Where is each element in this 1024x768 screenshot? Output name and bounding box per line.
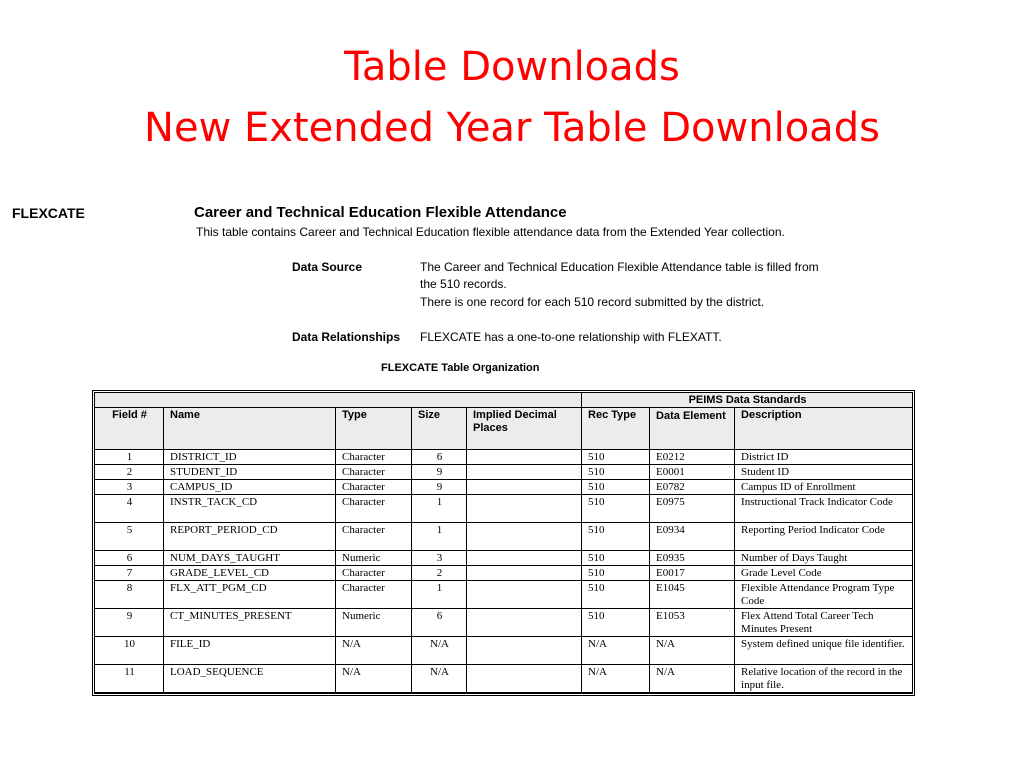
cell-size: 1: [412, 523, 467, 551]
cell-size: N/A: [412, 665, 467, 693]
header-field: Field #: [95, 408, 164, 450]
cell-size: 6: [412, 609, 467, 637]
slide-title: Table Downloads: [344, 44, 680, 90]
slide-subtitle: New Extended Year Table Downloads: [144, 105, 880, 151]
cell-name: FLX_ATT_PGM_CD: [164, 581, 336, 609]
cell-size: 1: [412, 495, 467, 523]
cell-field: 4: [95, 495, 164, 523]
data-relationships-text: FLEXCATE has a one-to-one relationship with FLEXATT.: [420, 330, 722, 344]
cell-rec-type: N/A: [582, 637, 650, 665]
cell-size: 9: [412, 480, 467, 495]
cell-field: 11: [95, 665, 164, 693]
cell-type: Numeric: [336, 551, 412, 566]
cell-description: Number of Days Taught: [735, 551, 912, 566]
column-header-row: [95, 408, 912, 450]
cell-type: Character: [336, 566, 412, 581]
cell-description: Grade Level Code: [735, 566, 912, 581]
header-type: Type: [336, 408, 412, 450]
cell-implied-decimal: [467, 665, 582, 693]
section-heading: Career and Technical Education Flexible Attendance: [194, 204, 567, 221]
cell-size: 3: [412, 551, 467, 566]
table-row: [95, 581, 912, 609]
cell-name: STUDENT_ID: [164, 465, 336, 480]
cell-field: 1: [95, 450, 164, 465]
cell-size: 9: [412, 465, 467, 480]
cell-size: N/A: [412, 637, 467, 665]
cell-type: Character: [336, 465, 412, 480]
cell-data-element: N/A: [650, 637, 735, 665]
cell-rec-type: 510: [582, 551, 650, 566]
header-description: Description: [735, 408, 912, 450]
cell-rec-type: 510: [582, 465, 650, 480]
group-header-blank: [95, 393, 582, 408]
cell-type: Character: [336, 523, 412, 551]
cell-data-element: E0935: [650, 551, 735, 566]
cell-data-element: E0782: [650, 480, 735, 495]
cell-field: 3: [95, 480, 164, 495]
cell-type: Character: [336, 480, 412, 495]
cell-data-element: N/A: [650, 665, 735, 693]
cell-name: CT_MINUTES_PRESENT: [164, 609, 336, 637]
cell-type: N/A: [336, 665, 412, 693]
cell-rec-type: 510: [582, 495, 650, 523]
table-organization-title: FLEXCATE Table Organization: [381, 362, 540, 374]
cell-data-element: E0212: [650, 450, 735, 465]
cell-field: 7: [95, 566, 164, 581]
table-row: [95, 551, 912, 566]
data-source-line-3: There is one record for each 510 record submitted by the district.: [420, 295, 765, 309]
cell-data-element: E0975: [650, 495, 735, 523]
header-implied-decimal: Implied Decimal Places: [467, 408, 582, 450]
cell-name: DISTRICT_ID: [164, 450, 336, 465]
field-table: [92, 390, 915, 696]
table-row: [95, 665, 912, 693]
section-description: This table contains Career and Technical Education flexible attendance data from the Extended Year collection.: [196, 225, 785, 239]
data-source-line-2: the 510 records.: [420, 277, 507, 291]
cell-implied-decimal: [467, 581, 582, 609]
cell-implied-decimal: [467, 551, 582, 566]
cell-size: 2: [412, 566, 467, 581]
cell-description: System defined unique file identifier.: [735, 637, 912, 665]
table-row: [95, 523, 912, 551]
cell-field: 6: [95, 551, 164, 566]
group-header-row: [95, 393, 912, 408]
cell-description: Flexible Attendance Program Type Code: [735, 581, 912, 609]
table-code: FLEXCATE: [12, 205, 85, 221]
cell-name: LOAD_SEQUENCE: [164, 665, 336, 693]
cell-description: Relative location of the record in the input file.: [735, 665, 912, 693]
cell-field: 9: [95, 609, 164, 637]
cell-field: 5: [95, 523, 164, 551]
cell-rec-type: 510: [582, 566, 650, 581]
cell-type: N/A: [336, 637, 412, 665]
table-row: [95, 609, 912, 637]
cell-description: Student ID: [735, 465, 912, 480]
cell-implied-decimal: [467, 566, 582, 581]
cell-rec-type: N/A: [582, 665, 650, 693]
data-relationships-label: Data Relationships: [292, 330, 401, 344]
cell-data-element: E0934: [650, 523, 735, 551]
cell-rec-type: 510: [582, 480, 650, 495]
cell-size: 6: [412, 450, 467, 465]
cell-type: Numeric: [336, 609, 412, 637]
cell-implied-decimal: [467, 465, 582, 480]
header-size: Size: [412, 408, 467, 450]
cell-data-element: E1045: [650, 581, 735, 609]
cell-rec-type: 510: [582, 609, 650, 637]
table-row: [95, 480, 912, 495]
cell-implied-decimal: [467, 450, 582, 465]
cell-name: INSTR_TACK_CD: [164, 495, 336, 523]
table-organization: [92, 390, 915, 696]
cell-size: 1: [412, 581, 467, 609]
cell-rec-type: 510: [582, 523, 650, 551]
cell-field: 8: [95, 581, 164, 609]
table-row: [95, 637, 912, 665]
cell-data-element: E0017: [650, 566, 735, 581]
table-row: [95, 465, 912, 480]
data-source-label: Data Source: [292, 260, 363, 274]
cell-type: Character: [336, 581, 412, 609]
cell-description: Flex Attend Total Career Tech Minutes Present: [735, 609, 912, 637]
cell-data-element: E0001: [650, 465, 735, 480]
cell-type: Character: [336, 450, 412, 465]
cell-implied-decimal: [467, 495, 582, 523]
cell-description: Campus ID of Enrollment: [735, 480, 912, 495]
cell-name: REPORT_PERIOD_CD: [164, 523, 336, 551]
cell-type: Character: [336, 495, 412, 523]
header-data-element: Data Element: [650, 408, 735, 450]
cell-field: 10: [95, 637, 164, 665]
header-name: Name: [164, 408, 336, 450]
cell-implied-decimal: [467, 609, 582, 637]
cell-name: FILE_ID: [164, 637, 336, 665]
header-rec-type: Rec Type: [582, 408, 650, 450]
data-source-line-1: The Career and Technical Education Flexible Attendance table is filled from: [420, 260, 819, 274]
cell-description: Reporting Period Indicator Code: [735, 523, 912, 551]
cell-implied-decimal: [467, 637, 582, 665]
cell-implied-decimal: [467, 523, 582, 551]
cell-rec-type: 510: [582, 450, 650, 465]
cell-description: District ID: [735, 450, 912, 465]
cell-description: Instructional Track Indicator Code: [735, 495, 912, 523]
cell-data-element: E1053: [650, 609, 735, 637]
cell-rec-type: 510: [582, 581, 650, 609]
cell-implied-decimal: [467, 480, 582, 495]
cell-name: CAMPUS_ID: [164, 480, 336, 495]
cell-name: NUM_DAYS_TAUGHT: [164, 551, 336, 566]
peims-group-header: PEIMS Data Standards: [582, 393, 912, 408]
table-row: [95, 566, 912, 581]
table-row: [95, 495, 912, 523]
cell-field: 2: [95, 465, 164, 480]
table-row: [95, 450, 912, 465]
cell-name: GRADE_LEVEL_CD: [164, 566, 336, 581]
